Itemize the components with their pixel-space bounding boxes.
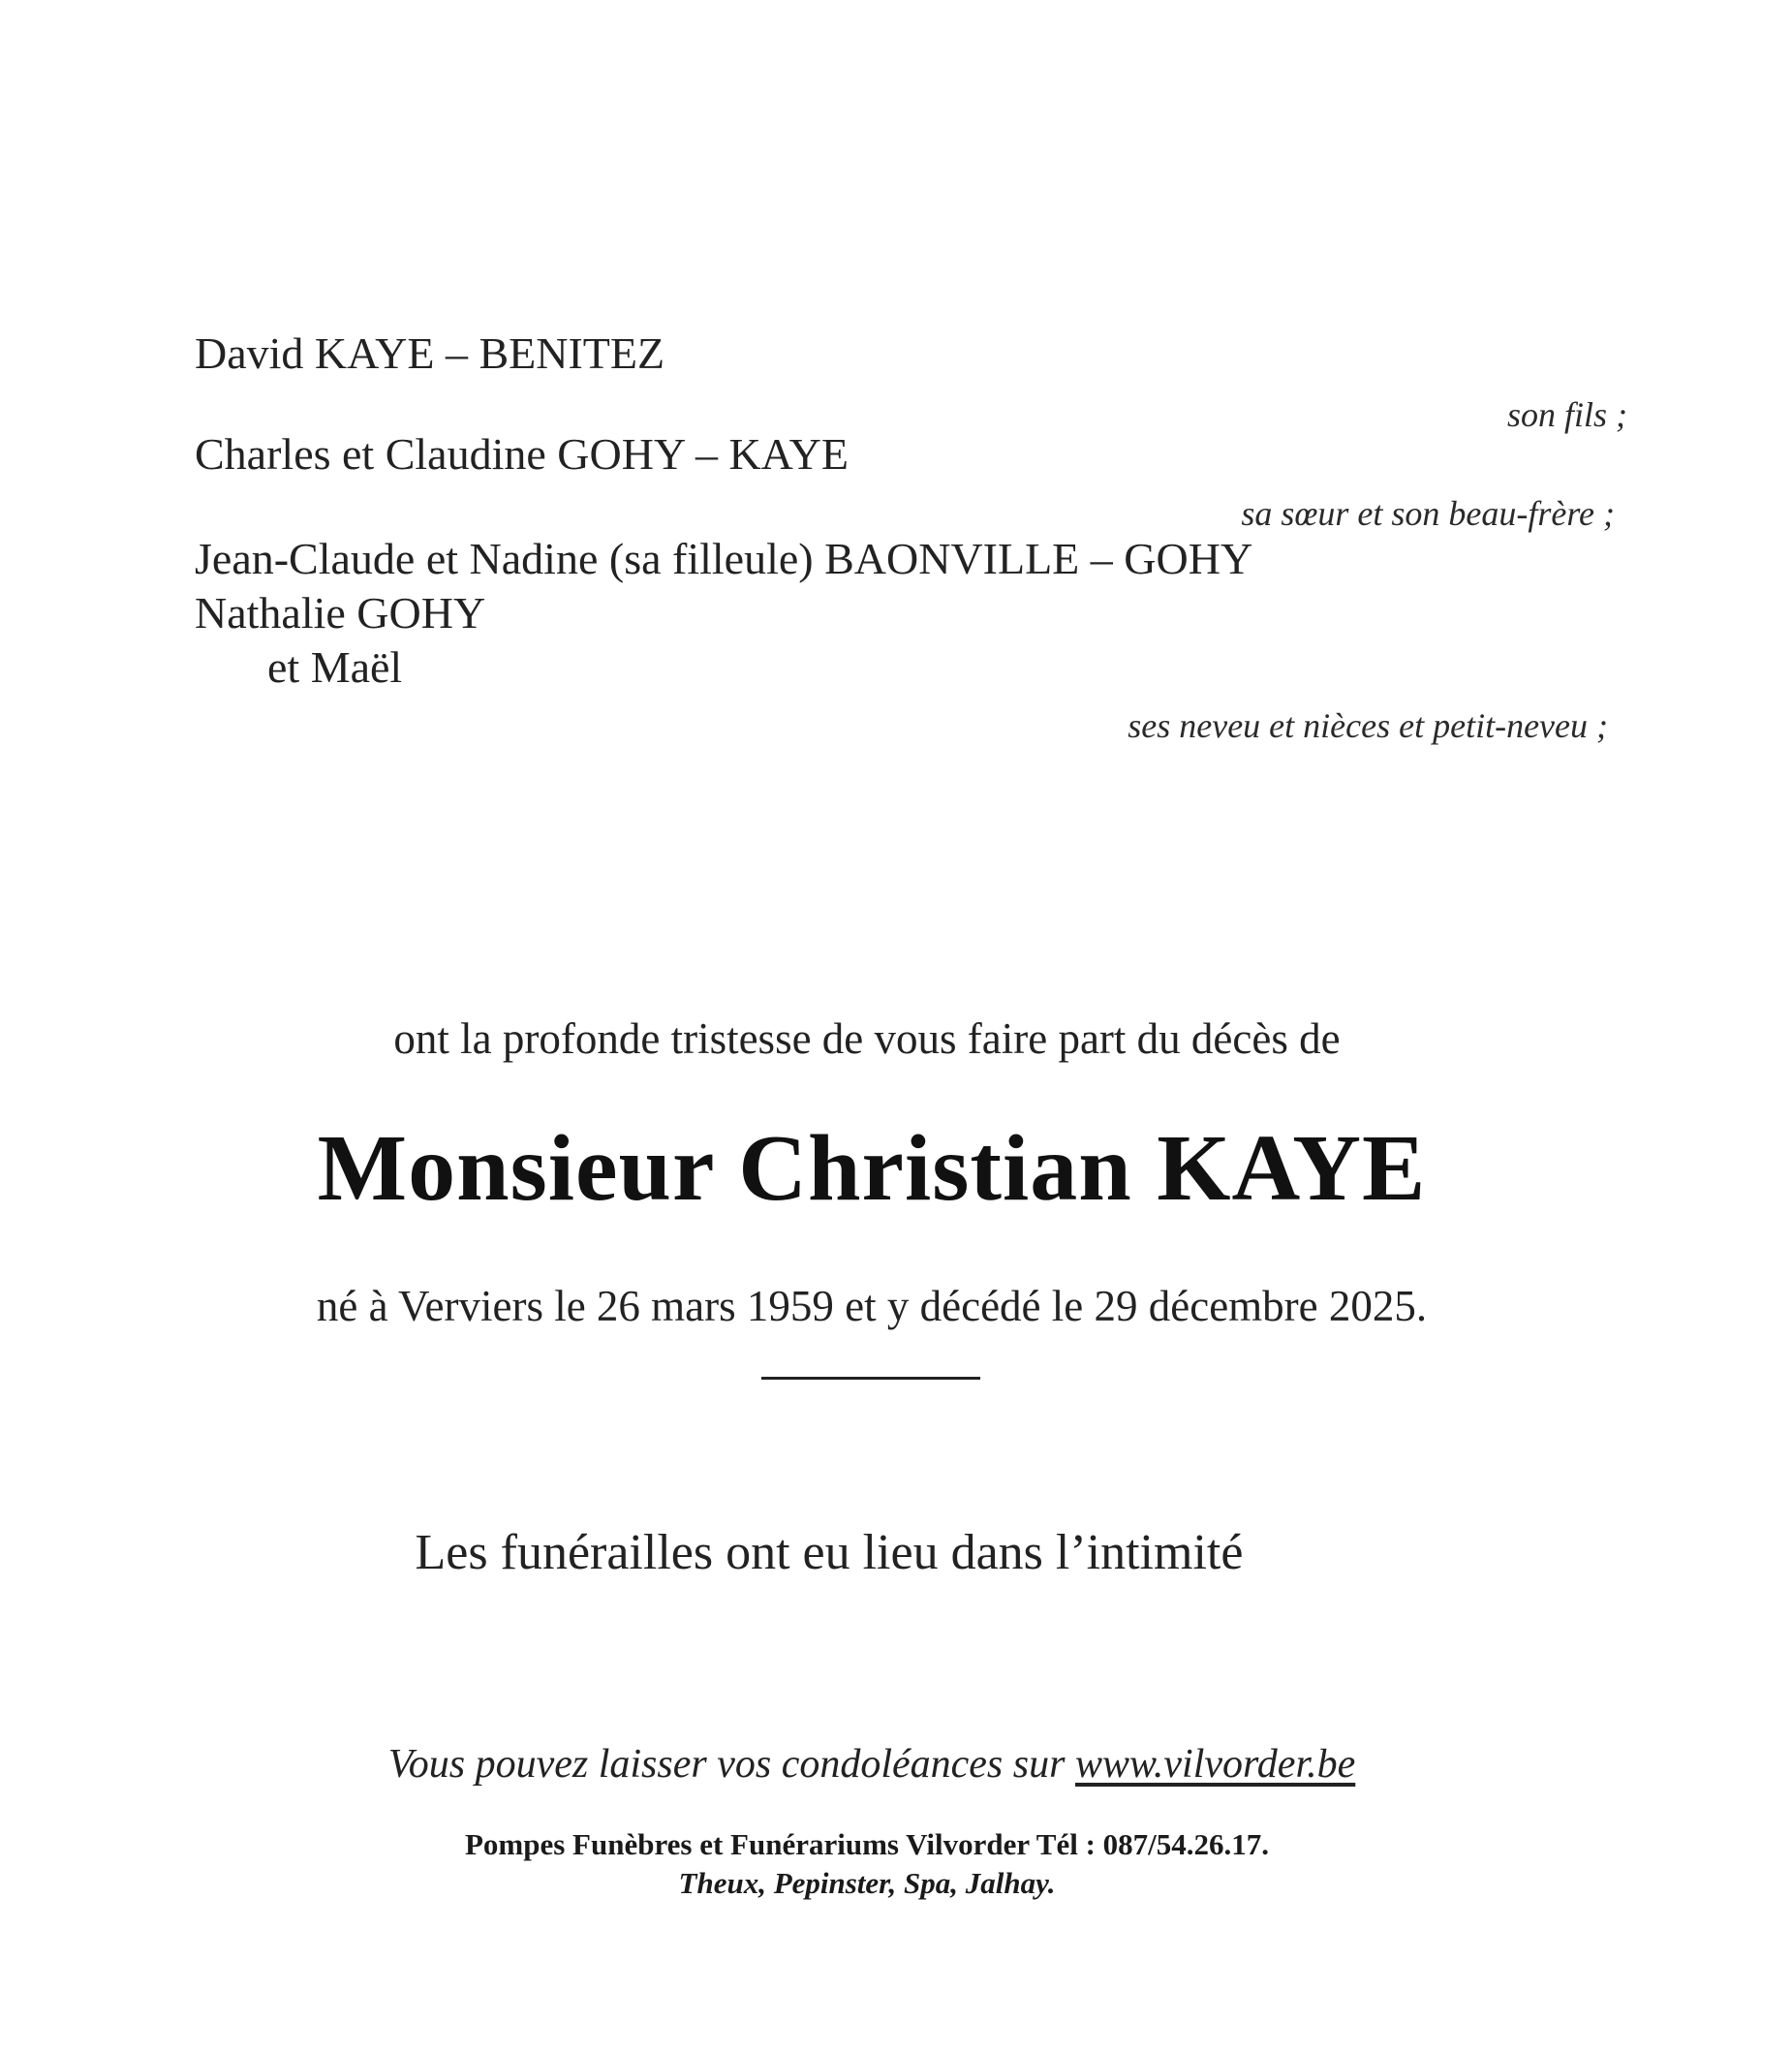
- condolences-text: Vous pouvez laisser vos condoléances sur: [387, 1742, 1066, 1787]
- funeral-statement: Les funérailles ont eu lieu dans l’intimité: [415, 1525, 1244, 1580]
- condolences-line: [0, 1741, 1744, 1788]
- condolences-link[interactable]: www.vilvorder.be: [1074, 1742, 1356, 1787]
- family-relation: ses neveu et nièces et petit-neveu ;: [1128, 706, 1608, 745]
- separator-line: [761, 1377, 980, 1380]
- birth-death-dates: né à Verviers le 26 mars 1959 et y décédé le 29 décembre 2025.: [316, 1282, 1428, 1330]
- undertaker-info: Pompes Funèbres et Funérariums Vilvorder Tél : 087/54.26.17.: [464, 1827, 1270, 1861]
- family-member-line: et Maël: [267, 642, 403, 692]
- family-relation: sa sœur et son beau-frère ;: [1241, 494, 1615, 533]
- family-member-line: Jean-Claude et Nadine (sa filleule) BAONVILLE – GOHY: [195, 534, 1253, 583]
- family-member-line: Charles et Claudine GOHY – KAYE: [195, 429, 849, 479]
- announcement-intro: ont la profonde tristesse de vous faire part du décès de: [393, 1014, 1341, 1063]
- undertaker-locations: Theux, Pepinster, Spa, Jalhay.: [678, 1866, 1056, 1900]
- deceased-name: Monsieur Christian KAYE: [317, 1116, 1427, 1221]
- family-relation: son fils ;: [1506, 395, 1627, 434]
- family-member-line: Nathalie GOHY: [195, 588, 486, 638]
- family-member-line: David KAYE – BENITEZ: [195, 328, 665, 378]
